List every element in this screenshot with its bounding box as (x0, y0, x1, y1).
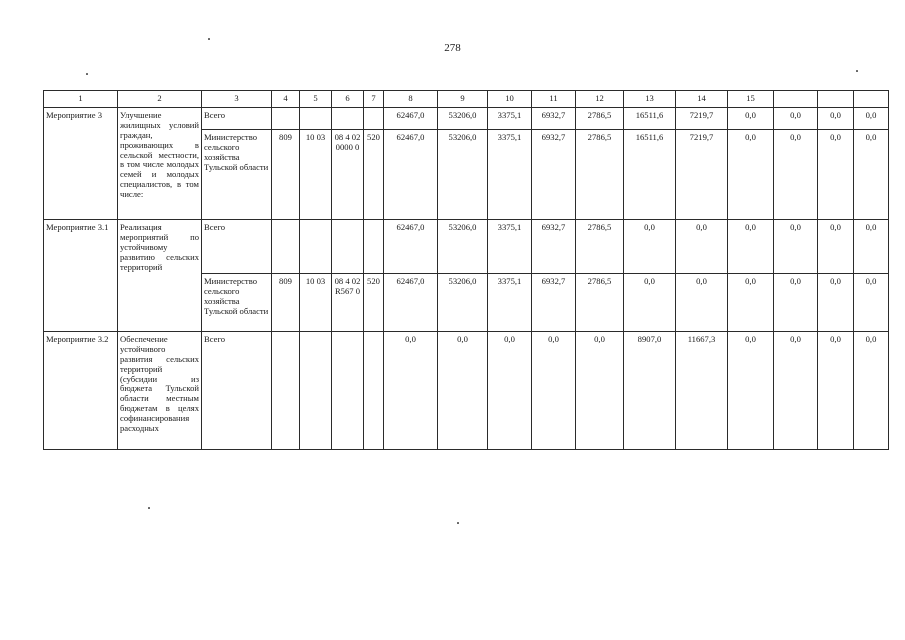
column-header: 12 (576, 91, 624, 108)
code-section: 10 03 (300, 130, 332, 220)
amount-cell: 0,0 (854, 274, 889, 332)
amount-cell: 53206,0 (438, 220, 488, 274)
scan-speck (148, 507, 150, 509)
amount-cell: 2786,5 (576, 274, 624, 332)
column-header: 15 (728, 91, 774, 108)
amount-cell: 0,0 (728, 108, 774, 130)
amount-cell: 0,0 (854, 332, 889, 450)
column-header: 6 (332, 91, 364, 108)
code-expense-type (364, 108, 384, 130)
column-header: 13 (624, 91, 676, 108)
table-row (44, 220, 889, 274)
column-header (854, 91, 889, 108)
code-expense-type (364, 220, 384, 274)
code-ministry: 809 (272, 274, 300, 332)
column-header: 4 (272, 91, 300, 108)
amount-cell: 3375,1 (488, 108, 532, 130)
responsible-org: Министерство сельского хозяйства Тульской области (202, 274, 272, 332)
amount-cell: 3375,1 (488, 274, 532, 332)
amount-cell: 0,0 (728, 274, 774, 332)
column-header (818, 91, 854, 108)
column-header (774, 91, 818, 108)
amount-cell: 0,0 (818, 130, 854, 220)
amount-cell: 0,0 (676, 274, 728, 332)
amount-cell: 0,0 (576, 332, 624, 450)
code-section (300, 332, 332, 450)
page-number: 278 (444, 42, 461, 54)
amount-cell: 0,0 (676, 220, 728, 274)
code-expense-type (364, 332, 384, 450)
activity-name: Мероприятие 3.2 (44, 332, 118, 450)
amount-cell: 6932,7 (532, 108, 576, 130)
amount-cell: 0,0 (854, 220, 889, 274)
amount-cell: 62467,0 (384, 274, 438, 332)
amount-cell: 0,0 (532, 332, 576, 450)
amount-cell: 0,0 (728, 130, 774, 220)
amount-cell: 0,0 (818, 332, 854, 450)
column-header: 8 (384, 91, 438, 108)
code-target-article: 08 4 02 R567 0 (332, 274, 364, 332)
amount-cell: 0,0 (774, 108, 818, 130)
code-section (300, 220, 332, 274)
amount-cell: 11667,3 (676, 332, 728, 450)
amount-cell: 0,0 (774, 220, 818, 274)
scan-speck (86, 73, 88, 75)
amount-cell: 16511,6 (624, 130, 676, 220)
responsible-org: Министерство сельского хозяйства Тульской области (202, 130, 272, 220)
activity-description: Обеспечение устойчивого развития сельских территорий (субсидии из бюджета Тульской области местным бюджетам в целях софинансирования расходных (118, 332, 202, 450)
column-header: 9 (438, 91, 488, 108)
amount-cell: 0,0 (384, 332, 438, 450)
responsible-org: Всего (202, 108, 272, 130)
amount-cell: 0,0 (488, 332, 532, 450)
activity-name: Мероприятие 3 (44, 108, 118, 220)
amount-cell: 0,0 (818, 274, 854, 332)
column-header: 11 (532, 91, 576, 108)
amount-cell: 62467,0 (384, 220, 438, 274)
amount-cell: 53206,0 (438, 108, 488, 130)
code-section: 10 03 (300, 274, 332, 332)
amount-cell: 0,0 (774, 332, 818, 450)
amount-cell: 6932,7 (532, 274, 576, 332)
amount-cell: 0,0 (854, 108, 889, 130)
code-ministry (272, 108, 300, 130)
code-section (300, 108, 332, 130)
budget-table (43, 90, 889, 450)
amount-cell: 53206,0 (438, 130, 488, 220)
amount-cell: 62467,0 (384, 108, 438, 130)
responsible-org: Всего (202, 332, 272, 450)
code-ministry: 809 (272, 130, 300, 220)
amount-cell: 2786,5 (576, 220, 624, 274)
amount-cell: 7219,7 (676, 130, 728, 220)
code-target-article (332, 220, 364, 274)
column-header: 2 (118, 91, 202, 108)
amount-cell: 0,0 (818, 220, 854, 274)
amount-cell: 3375,1 (488, 130, 532, 220)
code-expense-type: 520 (364, 130, 384, 220)
column-header: 7 (364, 91, 384, 108)
activity-description: Реализация мероприятий по устойчивому развитию сельских территорий (118, 220, 202, 332)
amount-cell: 0,0 (438, 332, 488, 450)
responsible-org: Всего (202, 220, 272, 274)
amount-cell: 0,0 (728, 332, 774, 450)
code-target-article: 08 4 02 0000 0 (332, 130, 364, 220)
column-header: 1 (44, 91, 118, 108)
amount-cell: 16511,6 (624, 108, 676, 130)
code-target-article (332, 108, 364, 130)
amount-cell: 0,0 (774, 130, 818, 220)
amount-cell: 0,0 (624, 274, 676, 332)
amount-cell: 0,0 (728, 220, 774, 274)
amount-cell: 2786,5 (576, 130, 624, 220)
column-header: 10 (488, 91, 532, 108)
activity-name: Мероприятие 3.1 (44, 220, 118, 332)
amount-cell: 8907,0 (624, 332, 676, 450)
table-row (44, 332, 889, 450)
column-header: 3 (202, 91, 272, 108)
amount-cell: 2786,5 (576, 108, 624, 130)
scan-speck (208, 38, 210, 40)
amount-cell: 6932,7 (532, 130, 576, 220)
scan-speck (457, 522, 459, 524)
amount-cell: 0,0 (854, 130, 889, 220)
header-row (44, 91, 889, 108)
code-expense-type: 520 (364, 274, 384, 332)
amount-cell: 6932,7 (532, 220, 576, 274)
amount-cell: 62467,0 (384, 130, 438, 220)
amount-cell: 0,0 (818, 108, 854, 130)
scan-speck (856, 70, 858, 72)
column-header: 14 (676, 91, 728, 108)
activity-description: Улучшение жилищных условий граждан, проживающих в сельской местности, в том числе молодых семей и молодых специалистов, в том числе: (118, 108, 202, 220)
amount-cell: 3375,1 (488, 220, 532, 274)
table-row (44, 108, 889, 130)
amount-cell: 0,0 (774, 274, 818, 332)
code-target-article (332, 332, 364, 450)
amount-cell: 7219,7 (676, 108, 728, 130)
column-header: 5 (300, 91, 332, 108)
amount-cell: 0,0 (624, 220, 676, 274)
code-ministry (272, 220, 300, 274)
code-ministry (272, 332, 300, 450)
amount-cell: 53206,0 (438, 274, 488, 332)
